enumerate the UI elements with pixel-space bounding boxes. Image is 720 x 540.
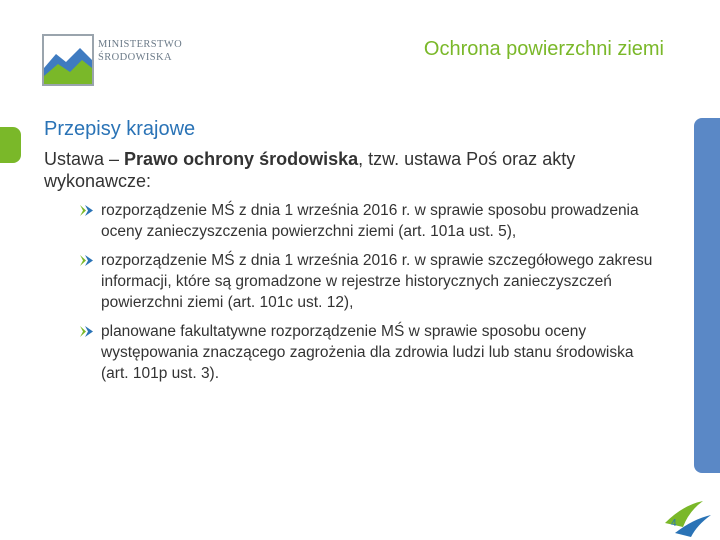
chevron-bullet-icon xyxy=(80,205,94,216)
mountain-logo-icon xyxy=(42,34,94,86)
logo-line-2: ŚRODOWISKA xyxy=(98,52,173,63)
corner-swoosh-logo-icon xyxy=(663,497,713,537)
slide-title: Ochrona powierzchni ziemi xyxy=(423,38,664,60)
section-title: Przepisy krajowe xyxy=(44,118,196,140)
intro-prefix: Ustawa – xyxy=(44,149,125,169)
regulation-list xyxy=(80,200,660,392)
left-accent-tab xyxy=(0,127,21,163)
chevron-bullet-icon xyxy=(80,326,94,337)
intro-bold: Prawo ochrony środowiska xyxy=(124,149,359,169)
right-accent-bar xyxy=(694,118,720,473)
list-item xyxy=(80,200,660,242)
logo-text xyxy=(98,38,182,64)
list-item-text: rozporządzenie MŚ z dnia 1 września 2016 r. w sprawie sposobu prowadzenia oceny zanieczyszczenia powierzchni ziemi (art. 101a ust. 5), xyxy=(101,202,639,240)
chevron-bullet-icon xyxy=(80,255,94,266)
list-item-text: planowane fakultatywne rozporządzenie MŚ w sprawie sposobu oceny występowania znaczącego zagrożenia dla zdrowia ludzi lub stanu środowiska (art. 101p ust. 3). xyxy=(101,323,634,382)
logo-line-1: MINISTERSTWO xyxy=(98,39,183,50)
list-item xyxy=(80,250,660,313)
intro-paragraph xyxy=(44,148,664,192)
ministry-logo xyxy=(42,34,202,88)
intro-suffix: , tzw. ustawa Poś oraz akty wykonawcze: xyxy=(44,149,576,191)
list-item-text: rozporządzenie MŚ z dnia 1 września 2016 r. w sprawie szczegółowego zakresu informacji, które są gromadzone w rejestrze historycznych zanieczyszczeń powierzchni ziemi (art. 101c ust. 12), xyxy=(101,252,653,311)
page-number: 4 xyxy=(671,518,677,529)
list-item xyxy=(80,321,660,384)
